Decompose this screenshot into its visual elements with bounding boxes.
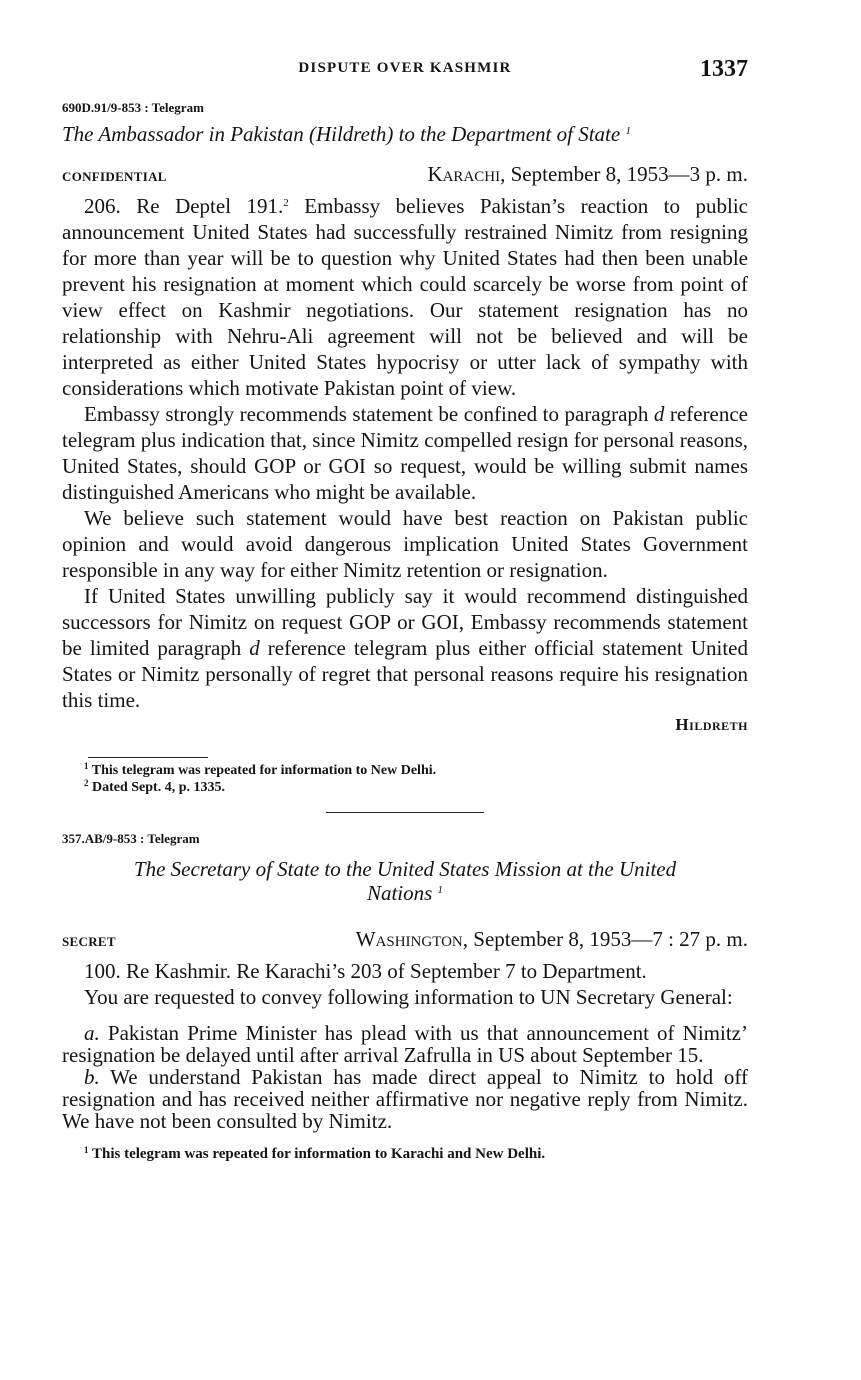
doc2-place: Washington bbox=[355, 927, 463, 951]
doc2-title-text: The Secretary of State to the United States Mission at the United Nations bbox=[133, 857, 677, 905]
doc2-item-a-text: Pakistan Prime Minister has plead with us that announcement of Nimitz’ resignation be delayed until after arrival Zafrulla in US about September 15. bbox=[62, 1021, 748, 1067]
doc2-place-date bbox=[356, 927, 748, 952]
doc1-paragraph-3: We believe such statement would have best reaction on Pakistan public opinion and would avoid dangerous implication United States Government responsible in any way for either Nimitz retention or resignation. bbox=[62, 506, 748, 582]
doc1-title-footnote-marker: 1 bbox=[625, 125, 631, 137]
doc1-date: , September 8, 1953—3 p. m. bbox=[500, 162, 748, 186]
doc1-classification: CONFIDENTIAL bbox=[62, 169, 167, 184]
doc1-p1-start: 206. Re Deptel 191. bbox=[84, 194, 284, 218]
doc1-title-text: The Ambassador in Pakistan (Hildreth) to the Department of State bbox=[62, 122, 621, 146]
doc1-p2-rest: reference telegram plus indication that, since Nimitz compelled resign for personal reasons, United States, should GOP or GOI so request, would be willing submit names distinguished Americans who might be available. bbox=[62, 402, 748, 504]
doc2-title-footnote-marker: 1 bbox=[437, 884, 444, 896]
doc1-p4-start: If United States unwilling publicly say it would recommend distinguished successors for Nimitz on request GOP or GOI, Embassy recommends statement be limited paragraph bbox=[62, 584, 748, 660]
doc1-footnote-1 bbox=[84, 762, 748, 779]
doc1-p4-letter: d bbox=[249, 636, 260, 660]
doc1-footnote-1-text: This telegram was repeated for information to New Delhi. bbox=[88, 763, 437, 778]
doc1-p1-footnote-marker: 2 bbox=[283, 197, 289, 209]
doc2-item-a bbox=[62, 1022, 748, 1066]
doc1-paragraph-1 bbox=[62, 193, 748, 401]
doc1-paragraph-2 bbox=[62, 401, 748, 505]
doc1-title bbox=[62, 122, 748, 146]
doc1-footnote-2-number: 2 bbox=[84, 778, 89, 788]
doc1-place-date bbox=[427, 162, 748, 187]
page-number: 1337 bbox=[700, 56, 748, 82]
doc2-dateline bbox=[62, 927, 748, 952]
doc1-p4-rest: reference telegram plus either official statement United States or Nimitz personally of regret that personal reasons require his resignation this time. bbox=[62, 636, 748, 712]
doc2-classification: SECRET bbox=[62, 934, 116, 949]
doc2-item-b-letter: b. bbox=[84, 1065, 100, 1089]
running-title: DISPUTE OVER KASHMIR bbox=[298, 60, 512, 76]
doc2-paragraph-1: 100. Re Kashmir. Re Karachi’s 203 of September 7 to Department. bbox=[84, 959, 647, 983]
doc2-footnote-1-text: This telegram was repeated for information to Karachi and New Delhi. bbox=[88, 1146, 546, 1162]
doc1-p2-letter: d bbox=[653, 402, 665, 426]
doc2-footnote-1-number: 1 bbox=[84, 1145, 89, 1155]
document-page bbox=[62, 56, 748, 1163]
doc2-file-ref: 357.AB/9-853 : Telegram bbox=[62, 831, 200, 846]
doc1-footnote-rule bbox=[88, 757, 208, 758]
doc2-item-b bbox=[62, 1066, 748, 1132]
doc1-footnote-2 bbox=[84, 779, 748, 796]
running-head bbox=[62, 56, 748, 86]
doc1-p1-rest: Embassy believes Pakistan’s reaction to public announcement United States had successfully restrained Nimitz from resigning for more than year will be to question why United States had then been unable prevent his resignation at moment which could scarcely be worse from point of view effect on Kashmir negotiations. Our statement resignation has no relationship with Nehru-Ali agreement will not be believed and will be interpreted as either United States hypocrisy or utter lack of sympathy with considerations which motivate Pakistan point of view. bbox=[62, 194, 749, 400]
doc2-item-a-letter: a. bbox=[84, 1021, 100, 1045]
doc1-paragraph-4 bbox=[62, 583, 748, 713]
doc2-footnote-1 bbox=[84, 1146, 748, 1163]
doc1-dateline bbox=[62, 162, 748, 187]
doc2-item-b-text: We understand Pakistan has made direct appeal to Nimitz to hold off resignation and has received neither affirmative nor negative reply from Nimitz. We have not been consulted by Nimitz. bbox=[62, 1065, 748, 1133]
doc2-title bbox=[62, 857, 748, 905]
doc1-signature: Hildreth bbox=[675, 715, 748, 734]
doc1-p2-start: Embassy strongly recommends statement be confined to paragraph bbox=[84, 402, 654, 426]
section-divider bbox=[326, 812, 484, 813]
doc1-footnote-1-number: 1 bbox=[84, 761, 89, 771]
doc1-footnote-2-text: Dated Sept. 4, p. 1335. bbox=[88, 780, 226, 795]
doc2-date: , September 8, 1953—7 : 27 p. m. bbox=[462, 927, 748, 951]
doc1-place: Karachi bbox=[427, 162, 501, 186]
doc1-file-ref: 690D.91/9-853 : Telegram bbox=[62, 100, 204, 115]
doc2-paragraph-2: You are requested to convey following information to UN Secretary General: bbox=[84, 985, 733, 1009]
